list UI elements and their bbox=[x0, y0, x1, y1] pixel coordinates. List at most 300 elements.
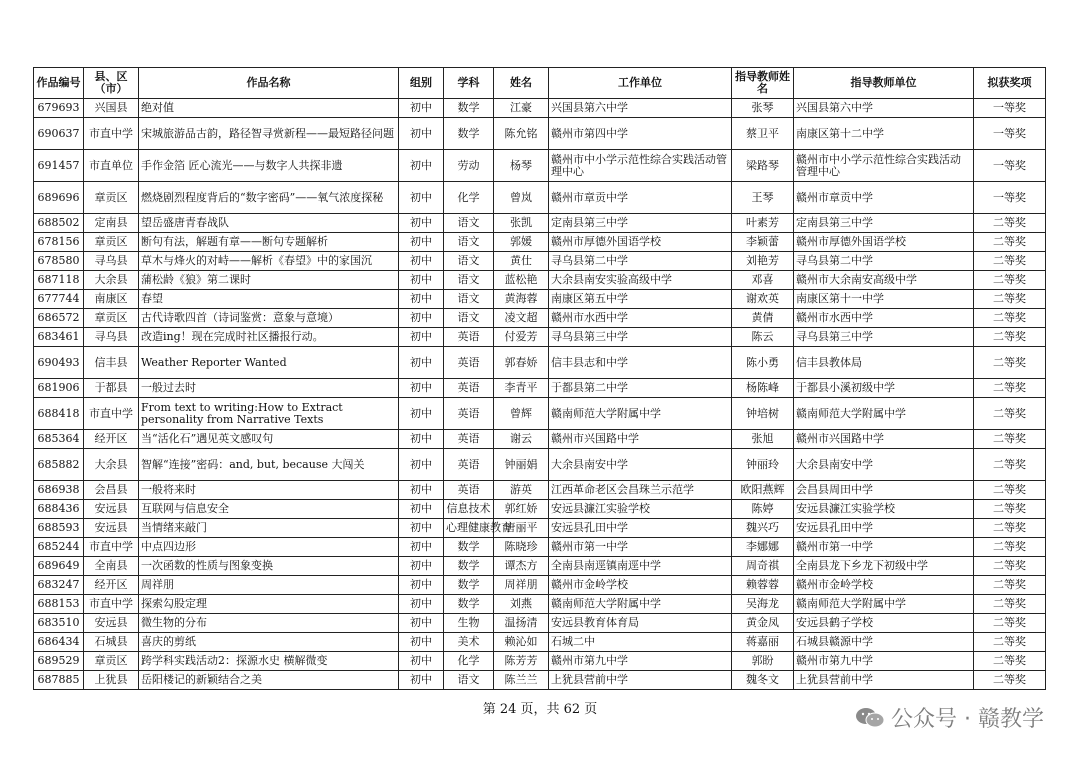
cell-work-unit: 赣州市章贡中学 bbox=[549, 182, 732, 214]
cell-mentor-name: 张旭 bbox=[732, 430, 794, 449]
cell-mentor-unit: 全南县龙下乡龙下初级中学 bbox=[794, 557, 974, 576]
cell-work-id: 679693 bbox=[34, 99, 84, 118]
cell-author-name: 黄海蓉 bbox=[494, 290, 549, 309]
cell-work-id: 689696 bbox=[34, 182, 84, 214]
cell-mentor-name: 魏兴巧 bbox=[732, 519, 794, 538]
cell-mentor-unit: 安远县孔田中学 bbox=[794, 519, 974, 538]
cell-author-name: 谭杰方 bbox=[494, 557, 549, 576]
cell-subject: 英语 bbox=[444, 430, 494, 449]
cell-county: 于都县 bbox=[84, 379, 139, 398]
cell-work-unit: 于都县第二中学 bbox=[549, 379, 732, 398]
table-row bbox=[34, 118, 1046, 150]
cell-award: 二等奖 bbox=[974, 519, 1046, 538]
col-header-subject: 学科 bbox=[444, 68, 494, 99]
cell-work-id: 681906 bbox=[34, 379, 84, 398]
cell-county: 大余县 bbox=[84, 449, 139, 481]
cell-work-id: 688153 bbox=[34, 595, 84, 614]
cell-group: 初中 bbox=[399, 379, 444, 398]
cell-mentor-unit: 安远县濂江实验学校 bbox=[794, 500, 974, 519]
cell-mentor-unit: 赣南师范大学附属中学 bbox=[794, 595, 974, 614]
cell-work-unit: 上犹县营前中学 bbox=[549, 671, 732, 690]
cell-mentor-name: 陈婷 bbox=[732, 500, 794, 519]
cell-subject: 生物 bbox=[444, 614, 494, 633]
cell-mentor-unit: 兴国县第六中学 bbox=[794, 99, 974, 118]
cell-award: 二等奖 bbox=[974, 633, 1046, 652]
cell-subject: 语文 bbox=[444, 271, 494, 290]
cell-group: 初中 bbox=[399, 519, 444, 538]
cell-author-name: 温扬清 bbox=[494, 614, 549, 633]
cell-subject: 英语 bbox=[444, 347, 494, 379]
cell-group: 初中 bbox=[399, 347, 444, 379]
cell-mentor-name: 郭盼 bbox=[732, 652, 794, 671]
cell-subject: 英语 bbox=[444, 328, 494, 347]
cell-author-name: 谢云 bbox=[494, 430, 549, 449]
cell-author-name: 曾辉 bbox=[494, 398, 549, 430]
cell-work-title: 智解“连接”密码：and, but, because 大闯关 bbox=[139, 449, 399, 481]
cell-award: 二等奖 bbox=[974, 328, 1046, 347]
cell-mentor-name: 王琴 bbox=[732, 182, 794, 214]
cell-county: 市直中学 bbox=[84, 118, 139, 150]
page-number: 第 24 页，共 62 页 bbox=[482, 702, 598, 717]
cell-work-id: 685364 bbox=[34, 430, 84, 449]
cell-county: 市直中学 bbox=[84, 595, 139, 614]
cell-award: 二等奖 bbox=[974, 309, 1046, 328]
cell-work-unit: 兴国县第六中学 bbox=[549, 99, 732, 118]
cell-mentor-name: 蒋嘉丽 bbox=[732, 633, 794, 652]
cell-award: 二等奖 bbox=[974, 652, 1046, 671]
cell-county: 寻乌县 bbox=[84, 328, 139, 347]
cell-work-unit: 寻乌县第二中学 bbox=[549, 252, 732, 271]
table-row bbox=[34, 328, 1046, 347]
cell-work-unit: 安远县孔田中学 bbox=[549, 519, 732, 538]
cell-county: 安远县 bbox=[84, 500, 139, 519]
cell-group: 初中 bbox=[399, 481, 444, 500]
cell-subject: 心理健康教育 bbox=[444, 519, 494, 538]
cell-mentor-unit: 会昌县周田中学 bbox=[794, 481, 974, 500]
cell-mentor-unit: 赣南师范大学附属中学 bbox=[794, 398, 974, 430]
award-table bbox=[33, 67, 1046, 690]
cell-work-title: 蒲松龄《狼》第二课时 bbox=[139, 271, 399, 290]
cell-work-id: 685882 bbox=[34, 449, 84, 481]
cell-work-unit: 石城二中 bbox=[549, 633, 732, 652]
table-row bbox=[34, 671, 1046, 690]
cell-work-title: Weather Reporter Wanted bbox=[139, 347, 399, 379]
cell-work-title: 互联网与信息安全 bbox=[139, 500, 399, 519]
cell-group: 初中 bbox=[399, 118, 444, 150]
cell-mentor-unit: 赣州市水西中学 bbox=[794, 309, 974, 328]
cell-author-name: 陈芳芳 bbox=[494, 652, 549, 671]
cell-county: 安远县 bbox=[84, 519, 139, 538]
cell-mentor-name: 张琴 bbox=[732, 99, 794, 118]
cell-mentor-unit: 赣州市大余南安高级中学 bbox=[794, 271, 974, 290]
table-row bbox=[34, 538, 1046, 557]
cell-work-unit: 江西革命老区会昌珠兰示范学 bbox=[549, 481, 732, 500]
cell-work-title: 跨学科实践活动2：探源水史 横解微变 bbox=[139, 652, 399, 671]
cell-mentor-name: 陈小勇 bbox=[732, 347, 794, 379]
cell-work-unit: 寻乌县第三中学 bbox=[549, 328, 732, 347]
cell-mentor-name: 黄金凤 bbox=[732, 614, 794, 633]
cell-work-id: 689649 bbox=[34, 557, 84, 576]
cell-author-name: 游英 bbox=[494, 481, 549, 500]
table-row bbox=[34, 150, 1046, 182]
table-row bbox=[34, 347, 1046, 379]
cell-mentor-unit: 赣州市第九中学 bbox=[794, 652, 974, 671]
cell-subject: 语文 bbox=[444, 214, 494, 233]
table-row bbox=[34, 430, 1046, 449]
table-row bbox=[34, 576, 1046, 595]
cell-subject: 化学 bbox=[444, 182, 494, 214]
cell-work-unit: 全南县南逕镇南逕中学 bbox=[549, 557, 732, 576]
cell-county: 兴国县 bbox=[84, 99, 139, 118]
table-row bbox=[34, 500, 1046, 519]
cell-mentor-unit: 赣州市厚德外国语学校 bbox=[794, 233, 974, 252]
cell-work-unit: 南康区第五中学 bbox=[549, 290, 732, 309]
cell-subject: 英语 bbox=[444, 481, 494, 500]
cell-author-name: 凌文超 bbox=[494, 309, 549, 328]
cell-work-unit: 定南县第三中学 bbox=[549, 214, 732, 233]
cell-county: 石城县 bbox=[84, 633, 139, 652]
cell-group: 初中 bbox=[399, 538, 444, 557]
cell-mentor-unit: 大余县南安中学 bbox=[794, 449, 974, 481]
cell-work-id: 685244 bbox=[34, 538, 84, 557]
cell-mentor-name: 欧阳燕辉 bbox=[732, 481, 794, 500]
col-header-mentor-unit: 指导教师单位 bbox=[794, 68, 974, 99]
cell-county: 南康区 bbox=[84, 290, 139, 309]
table-row bbox=[34, 519, 1046, 538]
cell-mentor-name: 邓喜 bbox=[732, 271, 794, 290]
cell-county: 上犹县 bbox=[84, 671, 139, 690]
cell-mentor-unit: 安远县鹤子学校 bbox=[794, 614, 974, 633]
cell-mentor-unit: 信丰县教体局 bbox=[794, 347, 974, 379]
cell-work-title: 望岳盛唐青春战队 bbox=[139, 214, 399, 233]
cell-work-unit: 信丰县志和中学 bbox=[549, 347, 732, 379]
cell-county: 市直中学 bbox=[84, 398, 139, 430]
wechat-icon bbox=[855, 706, 885, 730]
cell-author-name: 陈允铭 bbox=[494, 118, 549, 150]
cell-mentor-unit: 赣州市兴国路中学 bbox=[794, 430, 974, 449]
cell-work-title: 当“活化石”遇见英文感叹句 bbox=[139, 430, 399, 449]
cell-group: 初中 bbox=[399, 449, 444, 481]
cell-mentor-unit: 寻乌县第三中学 bbox=[794, 328, 974, 347]
cell-work-title: 周祥朋 bbox=[139, 576, 399, 595]
cell-county: 章贡区 bbox=[84, 309, 139, 328]
table-row bbox=[34, 398, 1046, 430]
cell-award: 二等奖 bbox=[974, 481, 1046, 500]
cell-mentor-name: 李颖蕾 bbox=[732, 233, 794, 252]
cell-work-id: 687885 bbox=[34, 671, 84, 690]
cell-county: 会昌县 bbox=[84, 481, 139, 500]
table-row bbox=[34, 595, 1046, 614]
cell-award: 二等奖 bbox=[974, 290, 1046, 309]
col-header-group: 组别 bbox=[399, 68, 444, 99]
cell-work-id: 678580 bbox=[34, 252, 84, 271]
cell-group: 初中 bbox=[399, 150, 444, 182]
cell-mentor-unit: 寻乌县第二中学 bbox=[794, 252, 974, 271]
cell-work-id: 690493 bbox=[34, 347, 84, 379]
cell-work-id: 687118 bbox=[34, 271, 84, 290]
cell-mentor-unit: 赣州市第一中学 bbox=[794, 538, 974, 557]
cell-subject: 数学 bbox=[444, 118, 494, 150]
cell-group: 初中 bbox=[399, 595, 444, 614]
cell-award: 二等奖 bbox=[974, 500, 1046, 519]
cell-author-name: 郭媛 bbox=[494, 233, 549, 252]
cell-subject: 美术 bbox=[444, 633, 494, 652]
cell-award: 一等奖 bbox=[974, 150, 1046, 182]
cell-author-name: 钟丽娟 bbox=[494, 449, 549, 481]
cell-group: 初中 bbox=[399, 557, 444, 576]
cell-work-unit: 赣州市中小学示范性综合实践活动管理中心 bbox=[549, 150, 732, 182]
cell-work-id: 678156 bbox=[34, 233, 84, 252]
cell-subject: 数学 bbox=[444, 557, 494, 576]
watermark-text: 公众号 · 赣教学 bbox=[891, 707, 1044, 732]
cell-mentor-unit: 南康区第十二中学 bbox=[794, 118, 974, 150]
cell-work-unit: 赣州市金岭学校 bbox=[549, 576, 732, 595]
cell-group: 初中 bbox=[399, 430, 444, 449]
cell-work-title: 草木与烽火的对峙——解析《春望》中的家国沉 bbox=[139, 252, 399, 271]
cell-author-name: 郭红娇 bbox=[494, 500, 549, 519]
col-header-id: 作品编号 bbox=[34, 68, 84, 99]
table-row bbox=[34, 449, 1046, 481]
table-row bbox=[34, 633, 1046, 652]
cell-work-title: 中点四边形 bbox=[139, 538, 399, 557]
cell-work-title: From text to writing:How to Extract personality from Narrative Texts bbox=[139, 398, 399, 430]
table-row bbox=[34, 290, 1046, 309]
cell-mentor-name: 赖蓉蓉 bbox=[732, 576, 794, 595]
cell-author-name: 陈兰兰 bbox=[494, 671, 549, 690]
cell-author-name: 刘燕 bbox=[494, 595, 549, 614]
cell-mentor-name: 吴海龙 bbox=[732, 595, 794, 614]
cell-group: 初中 bbox=[399, 182, 444, 214]
cell-mentor-unit: 于都县小溪初级中学 bbox=[794, 379, 974, 398]
cell-county: 章贡区 bbox=[84, 182, 139, 214]
cell-work-id: 686572 bbox=[34, 309, 84, 328]
cell-group: 初中 bbox=[399, 99, 444, 118]
cell-group: 初中 bbox=[399, 398, 444, 430]
cell-author-name: 周祥朋 bbox=[494, 576, 549, 595]
cell-work-title: 岳阳楼记的新颖结合之美 bbox=[139, 671, 399, 690]
cell-award: 一等奖 bbox=[974, 182, 1046, 214]
cell-award: 二等奖 bbox=[974, 614, 1046, 633]
cell-mentor-name: 杨陈峰 bbox=[732, 379, 794, 398]
cell-work-unit: 安远县濂江实验学校 bbox=[549, 500, 732, 519]
cell-work-title: 改造ing！现在完成时社区播报行动。 bbox=[139, 328, 399, 347]
cell-county: 经开区 bbox=[84, 576, 139, 595]
cell-award: 二等奖 bbox=[974, 379, 1046, 398]
cell-subject: 语文 bbox=[444, 290, 494, 309]
cell-work-unit: 大余县南安实验高级中学 bbox=[549, 271, 732, 290]
cell-author-name: 黄仕 bbox=[494, 252, 549, 271]
cell-group: 初中 bbox=[399, 252, 444, 271]
cell-mentor-name: 谢欢英 bbox=[732, 290, 794, 309]
cell-work-id: 683247 bbox=[34, 576, 84, 595]
cell-group: 初中 bbox=[399, 633, 444, 652]
table-row bbox=[34, 252, 1046, 271]
cell-work-id: 688418 bbox=[34, 398, 84, 430]
cell-mentor-name: 魏冬文 bbox=[732, 671, 794, 690]
col-header-county: 县、区（市） bbox=[84, 68, 139, 99]
cell-award: 二等奖 bbox=[974, 595, 1046, 614]
cell-work-id: 683510 bbox=[34, 614, 84, 633]
cell-county: 章贡区 bbox=[84, 233, 139, 252]
cell-mentor-unit: 赣州市金岭学校 bbox=[794, 576, 974, 595]
cell-group: 初中 bbox=[399, 614, 444, 633]
cell-mentor-unit: 赣州市中小学示范性综合实践活动管理中心 bbox=[794, 150, 974, 182]
cell-subject: 信息技术 bbox=[444, 500, 494, 519]
cell-work-id: 690637 bbox=[34, 118, 84, 150]
cell-mentor-name: 蔡卫平 bbox=[732, 118, 794, 150]
cell-mentor-unit: 南康区第十一中学 bbox=[794, 290, 974, 309]
col-header-work-unit: 工作单位 bbox=[549, 68, 732, 99]
cell-work-title: 微生物的分布 bbox=[139, 614, 399, 633]
cell-subject: 数学 bbox=[444, 595, 494, 614]
cell-award: 二等奖 bbox=[974, 671, 1046, 690]
cell-award: 二等奖 bbox=[974, 271, 1046, 290]
cell-subject: 语文 bbox=[444, 671, 494, 690]
cell-county: 市直中学 bbox=[84, 538, 139, 557]
cell-mentor-name: 李娜娜 bbox=[732, 538, 794, 557]
table-row bbox=[34, 614, 1046, 633]
cell-county: 经开区 bbox=[84, 430, 139, 449]
cell-award: 二等奖 bbox=[974, 398, 1046, 430]
cell-work-unit: 大余县南安中学 bbox=[549, 449, 732, 481]
cell-award: 二等奖 bbox=[974, 576, 1046, 595]
cell-work-title: 燃烧剧烈程度背后的“数字密码”——氧气浓度探秘 bbox=[139, 182, 399, 214]
cell-work-unit: 赣州市兴国路中学 bbox=[549, 430, 732, 449]
cell-author-name: 付爱芳 bbox=[494, 328, 549, 347]
cell-county: 市直单位 bbox=[84, 150, 139, 182]
cell-subject: 语文 bbox=[444, 233, 494, 252]
cell-award: 二等奖 bbox=[974, 557, 1046, 576]
col-header-name: 姓名 bbox=[494, 68, 549, 99]
cell-work-title: 探索勾股定理 bbox=[139, 595, 399, 614]
cell-work-title: 断句有法，解题有章——断句专题解析 bbox=[139, 233, 399, 252]
cell-group: 初中 bbox=[399, 290, 444, 309]
cell-work-unit: 赣南师范大学附属中学 bbox=[549, 595, 732, 614]
cell-subject: 语文 bbox=[444, 252, 494, 271]
cell-subject: 数学 bbox=[444, 99, 494, 118]
cell-author-name: 郭春娇 bbox=[494, 347, 549, 379]
cell-subject: 英语 bbox=[444, 379, 494, 398]
cell-county: 大余县 bbox=[84, 271, 139, 290]
cell-subject: 语文 bbox=[444, 309, 494, 328]
cell-subject: 数学 bbox=[444, 538, 494, 557]
cell-work-id: 688502 bbox=[34, 214, 84, 233]
cell-work-title: 宋城旅游品古韵，路径智寻赏新程——最短路径问题 bbox=[139, 118, 399, 150]
col-header-mentor: 指导教师姓名 bbox=[732, 68, 794, 99]
table-row bbox=[34, 481, 1046, 500]
cell-award: 二等奖 bbox=[974, 449, 1046, 481]
cell-mentor-name: 叶素芳 bbox=[732, 214, 794, 233]
cell-work-title: 一般将来时 bbox=[139, 481, 399, 500]
cell-group: 初中 bbox=[399, 328, 444, 347]
cell-award: 二等奖 bbox=[974, 538, 1046, 557]
cell-group: 初中 bbox=[399, 576, 444, 595]
cell-award: 一等奖 bbox=[974, 99, 1046, 118]
cell-mentor-name: 刘艳芳 bbox=[732, 252, 794, 271]
cell-work-unit: 赣州市第九中学 bbox=[549, 652, 732, 671]
cell-work-unit: 赣州市第一中学 bbox=[549, 538, 732, 557]
cell-work-unit: 赣南师范大学附属中学 bbox=[549, 398, 732, 430]
cell-county: 定南县 bbox=[84, 214, 139, 233]
cell-group: 初中 bbox=[399, 214, 444, 233]
cell-author-name: 曾岚 bbox=[494, 182, 549, 214]
cell-award: 二等奖 bbox=[974, 214, 1046, 233]
cell-author-name: 张凯 bbox=[494, 214, 549, 233]
cell-work-id: 677744 bbox=[34, 290, 84, 309]
cell-work-title: 一次函数的性质与图象变换 bbox=[139, 557, 399, 576]
cell-award: 二等奖 bbox=[974, 347, 1046, 379]
cell-group: 初中 bbox=[399, 233, 444, 252]
cell-work-title: 春望 bbox=[139, 290, 399, 309]
table-row bbox=[34, 652, 1046, 671]
cell-group: 初中 bbox=[399, 500, 444, 519]
cell-group: 初中 bbox=[399, 271, 444, 290]
cell-work-title: 当情绪来敲门 bbox=[139, 519, 399, 538]
cell-mentor-name: 陈云 bbox=[732, 328, 794, 347]
cell-author-name: 江豪 bbox=[494, 99, 549, 118]
table-row bbox=[34, 379, 1046, 398]
header-row bbox=[34, 68, 1046, 99]
cell-work-title: 喜庆的剪纸 bbox=[139, 633, 399, 652]
col-header-award: 拟获奖项 bbox=[974, 68, 1046, 99]
table-row bbox=[34, 214, 1046, 233]
cell-award: 二等奖 bbox=[974, 252, 1046, 271]
cell-author-name: 杨琴 bbox=[494, 150, 549, 182]
cell-mentor-unit: 赣州市章贡中学 bbox=[794, 182, 974, 214]
table-row bbox=[34, 309, 1046, 328]
table-row bbox=[34, 271, 1046, 290]
cell-group: 初中 bbox=[399, 652, 444, 671]
cell-work-id: 688593 bbox=[34, 519, 84, 538]
cell-work-title: 古代诗歌四首（诗词鉴赏：意象与意境） bbox=[139, 309, 399, 328]
cell-mentor-name: 黄倩 bbox=[732, 309, 794, 328]
cell-mentor-unit: 石城县赣源中学 bbox=[794, 633, 974, 652]
cell-award: 二等奖 bbox=[974, 233, 1046, 252]
cell-mentor-unit: 上犹县营前中学 bbox=[794, 671, 974, 690]
cell-group: 初中 bbox=[399, 671, 444, 690]
cell-county: 章贡区 bbox=[84, 652, 139, 671]
watermark bbox=[855, 702, 1044, 733]
cell-mentor-name: 梁路琴 bbox=[732, 150, 794, 182]
cell-award: 二等奖 bbox=[974, 430, 1046, 449]
cell-work-unit: 赣州市厚德外国语学校 bbox=[549, 233, 732, 252]
cell-county: 信丰县 bbox=[84, 347, 139, 379]
cell-author-name: 陈晓珍 bbox=[494, 538, 549, 557]
col-header-title: 作品名称 bbox=[139, 68, 399, 99]
cell-author-name: 唐丽平 bbox=[494, 519, 549, 538]
cell-work-id: 683461 bbox=[34, 328, 84, 347]
cell-work-id: 691457 bbox=[34, 150, 84, 182]
cell-subject: 化学 bbox=[444, 652, 494, 671]
cell-award: 一等奖 bbox=[974, 118, 1046, 150]
cell-author-name: 蓝松艳 bbox=[494, 271, 549, 290]
table-row bbox=[34, 99, 1046, 118]
table-row bbox=[34, 182, 1046, 214]
cell-work-id: 689529 bbox=[34, 652, 84, 671]
cell-author-name: 赖沁如 bbox=[494, 633, 549, 652]
cell-work-id: 686434 bbox=[34, 633, 84, 652]
cell-author-name: 李青平 bbox=[494, 379, 549, 398]
table-row bbox=[34, 557, 1046, 576]
cell-work-unit: 赣州市水西中学 bbox=[549, 309, 732, 328]
cell-group: 初中 bbox=[399, 309, 444, 328]
cell-county: 全南县 bbox=[84, 557, 139, 576]
cell-work-unit: 安远县教育体育局 bbox=[549, 614, 732, 633]
cell-work-title: 手作金箔 匠心流光——与数字人共探非遗 bbox=[139, 150, 399, 182]
cell-subject: 数学 bbox=[444, 576, 494, 595]
cell-mentor-name: 钟培树 bbox=[732, 398, 794, 430]
cell-work-id: 688436 bbox=[34, 500, 84, 519]
